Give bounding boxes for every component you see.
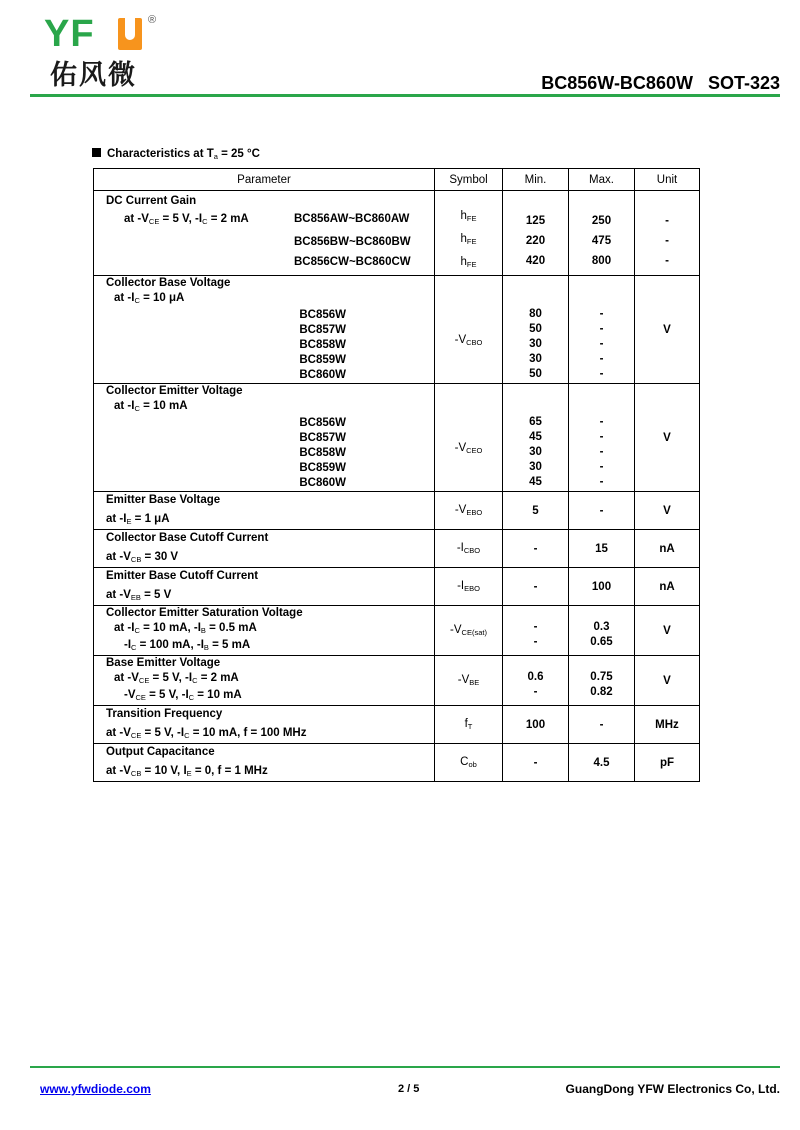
parameter-cell xyxy=(94,606,435,656)
bullet-square-icon xyxy=(92,148,101,157)
unit-cell xyxy=(635,191,700,276)
min-cell xyxy=(503,276,569,384)
symbol-hfe-b: $h_{FE}$ xyxy=(460,233,477,246)
min-cell xyxy=(503,191,569,276)
company-name: GuangDong YFW Electronics Co, Ltd. xyxy=(565,1082,780,1096)
max-cell: 15 xyxy=(569,530,635,568)
parameter-title: Transition Frequency xyxy=(106,707,223,720)
max-cell xyxy=(569,191,635,276)
symbol-cell: $-I_{EBO}$ xyxy=(435,568,503,606)
header-min: Min. xyxy=(503,169,569,191)
section-title-suffix: = 25 °C xyxy=(217,148,260,160)
min-cell xyxy=(503,606,569,656)
unit-cell: nA xyxy=(635,568,700,606)
parameter-title: Collector Base Cutoff Current xyxy=(106,531,269,544)
symbol-cell: $f_T$ xyxy=(435,706,503,744)
max-value: 0.82 xyxy=(590,685,613,698)
condition-text: at $-I_C = 10$ μA xyxy=(114,292,185,305)
min-value: - xyxy=(533,685,538,698)
parameter-title: Collector Emitter Saturation Voltage xyxy=(106,607,303,619)
parameter-title: Collector Base Voltage xyxy=(106,277,231,289)
condition-text: at $-V_{CB} = 10$ V, $I_E = 0$, f = 1 MHz xyxy=(106,764,268,778)
company-logo xyxy=(44,14,164,92)
section-title xyxy=(92,148,260,161)
page-number: 2 / 5 xyxy=(398,1083,420,1095)
condition-text: at $-V_{CE} = 5$ V, $-I_C = 10$ mA, f = 100 MHz xyxy=(106,726,307,740)
condition-text: at $-I_C = 10$ mA, $-I_B = 0.5$ mA xyxy=(114,622,257,635)
max-value: 0.75 xyxy=(590,670,613,683)
parameter-title: Output Capacitance xyxy=(106,745,215,758)
min-value: - xyxy=(533,635,538,648)
max-cell xyxy=(569,276,635,384)
max-cell: 4.5 xyxy=(569,744,635,782)
unit-cell: nA xyxy=(635,530,700,568)
parameter-cell xyxy=(94,276,435,384)
table-row-hfe xyxy=(94,191,700,276)
condition-text: at $-I_C = 10$ mA xyxy=(114,400,188,413)
section-title-sub: a xyxy=(213,152,218,161)
max-cell xyxy=(569,384,635,492)
min-value: 30 xyxy=(529,338,542,350)
device-name: BC857W xyxy=(299,324,346,336)
parameter-cell xyxy=(94,530,435,568)
table-header-row xyxy=(94,169,700,191)
header-max: Max. xyxy=(569,169,635,191)
parameter-cell xyxy=(94,568,435,606)
parameter-cell xyxy=(94,706,435,744)
parameter-title: Emitter Base Voltage xyxy=(106,493,221,506)
symbol-cell: $-V_{CE(sat)}$ xyxy=(435,606,503,656)
min-value: - xyxy=(533,620,538,633)
parameter-title: Emitter Base Cutoff Current xyxy=(106,569,259,582)
device-name: BC859W xyxy=(299,354,346,366)
max-value: 0.65 xyxy=(590,635,613,648)
table-row-vcesat xyxy=(94,606,700,656)
min-value: 80 xyxy=(529,308,542,320)
min-cell: 5 xyxy=(503,492,569,530)
min-cell: - xyxy=(503,568,569,606)
table-row-icbo xyxy=(94,530,700,568)
device-name: BC858W xyxy=(299,447,346,459)
device-name: BC857W xyxy=(299,432,346,444)
min-value: 45 xyxy=(529,476,542,488)
max-value: 475 xyxy=(591,234,612,247)
max-value: - xyxy=(599,416,604,428)
min-cell: 100 xyxy=(503,706,569,744)
condition-text: at $-V_{CE} = 5$ V, $-I_C = 2$ mA xyxy=(124,213,249,226)
table-row-iebo xyxy=(94,568,700,606)
unit-cell: V xyxy=(635,276,700,384)
unit-cell: pF xyxy=(635,744,700,782)
condition-text: at $-V_{CE} = 5$ V, $-I_C = 2$ mA xyxy=(114,672,239,685)
parameter-cell xyxy=(94,492,435,530)
max-value: - xyxy=(599,476,604,488)
condition-text: at $-I_E = 1$ μA xyxy=(106,512,170,526)
min-value: 65 xyxy=(529,416,542,428)
parameter-cell xyxy=(94,656,435,706)
symbol-hfe-c: $h_{FE}$ xyxy=(460,256,477,269)
min-value: 30 xyxy=(529,353,542,365)
symbol-cell: $-V_{CEO}$ xyxy=(435,384,503,492)
parameter-title: Collector Emitter Voltage xyxy=(106,385,243,397)
device-name: BC856W xyxy=(299,309,346,321)
max-value: - xyxy=(599,446,604,458)
header-unit: Unit xyxy=(635,169,700,191)
symbol-cell: $-V_{BE}$ xyxy=(435,656,503,706)
min-value: 45 xyxy=(529,431,542,443)
header-symbol: Symbol xyxy=(435,169,503,191)
characteristics-table xyxy=(93,168,700,782)
min-cell xyxy=(503,384,569,492)
min-value: 30 xyxy=(529,446,542,458)
max-cell: 100 xyxy=(569,568,635,606)
parameter-cell xyxy=(94,191,435,276)
device-name: BC860W xyxy=(299,369,346,381)
hfe-conditions xyxy=(94,209,434,272)
hfe-group-b: BC856BW~BC860BW xyxy=(294,236,411,248)
min-value: 30 xyxy=(529,461,542,473)
min-cell xyxy=(503,656,569,706)
condition-text: at $-V_{CB} = 30$ V xyxy=(106,550,179,564)
table-row-ft xyxy=(94,706,700,744)
max-value: - xyxy=(599,368,604,380)
unit-value: - xyxy=(665,214,669,227)
max-value: 800 xyxy=(591,254,612,267)
device-name: BC858W xyxy=(299,339,346,351)
max-value: - xyxy=(599,323,604,335)
logo-latin-text: YF xyxy=(44,13,95,55)
condition-text: at $-V_{EB} = 5$ V xyxy=(106,588,172,602)
max-value: 250 xyxy=(591,214,612,227)
device-name: BC859W xyxy=(299,462,346,474)
condition-text: $-V_{CE} = 5$ V, $-I_C = 10$ mA xyxy=(124,689,242,702)
header-parameter: Parameter xyxy=(94,169,435,191)
logo-u-mark xyxy=(118,18,142,50)
device-name: BC856W xyxy=(299,417,346,429)
max-cell xyxy=(569,606,635,656)
parameter-cell xyxy=(94,744,435,782)
symbol-hfe-a: $h_{FE}$ xyxy=(460,210,477,223)
hfe-group-c: BC856CW~BC860CW xyxy=(294,256,411,268)
symbol-cell: $-V_{EBO}$ xyxy=(435,492,503,530)
section-title-prefix: Characteristics at T xyxy=(107,148,214,160)
parameter-title: Base Emitter Voltage xyxy=(106,657,221,669)
unit-cell: V xyxy=(635,656,700,706)
table-row-vcbo xyxy=(94,276,700,384)
footer-divider xyxy=(30,1066,780,1068)
unit-value: - xyxy=(665,234,669,247)
max-cell: - xyxy=(569,706,635,744)
min-value: 125 xyxy=(525,214,546,227)
max-cell: - xyxy=(569,492,635,530)
parameter-title: DC Current Gain xyxy=(106,195,197,207)
unit-cell: V xyxy=(635,492,700,530)
max-value: - xyxy=(599,461,604,473)
min-cell: - xyxy=(503,530,569,568)
document-title: BC856W-BC860W SOT-323 xyxy=(541,73,780,93)
table-row-vebo xyxy=(94,492,700,530)
min-value: 420 xyxy=(525,254,546,267)
website-link[interactable]: www.yfwdiode.com xyxy=(40,1082,151,1096)
max-value: - xyxy=(599,431,604,443)
min-value: 0.6 xyxy=(527,670,544,683)
table-row-vceo xyxy=(94,384,700,492)
table-row-cob xyxy=(94,744,700,782)
min-value: 50 xyxy=(529,323,542,335)
max-value: - xyxy=(599,338,604,350)
unit-cell: MHz xyxy=(635,706,700,744)
max-value: 0.3 xyxy=(593,620,610,633)
device-name: BC860W xyxy=(299,477,346,489)
unit-cell: V xyxy=(635,606,700,656)
header-divider xyxy=(30,94,780,97)
unit-cell: V xyxy=(635,384,700,492)
registered-mark: ® xyxy=(148,14,157,26)
hfe-group-a: BC856AW~BC860AW xyxy=(294,213,410,225)
min-value: 220 xyxy=(525,234,546,247)
logo-chinese-text: 佑风微 xyxy=(50,60,137,91)
min-cell: - xyxy=(503,744,569,782)
max-value: - xyxy=(599,353,604,365)
symbol-cell: $-I_{CBO}$ xyxy=(435,530,503,568)
condition-text: $-I_C = 100$ mA, $-I_B = 5$ mA xyxy=(124,639,251,652)
min-value: 50 xyxy=(529,368,542,380)
max-value: - xyxy=(599,308,604,320)
table-row-vbe xyxy=(94,656,700,706)
symbol-cell: $-V_{CBO}$ xyxy=(435,276,503,384)
max-cell xyxy=(569,656,635,706)
symbol-cell: $C_{ob}$ xyxy=(435,744,503,782)
symbol-cell xyxy=(435,191,503,276)
parameter-cell xyxy=(94,384,435,492)
unit-value: - xyxy=(665,254,669,267)
